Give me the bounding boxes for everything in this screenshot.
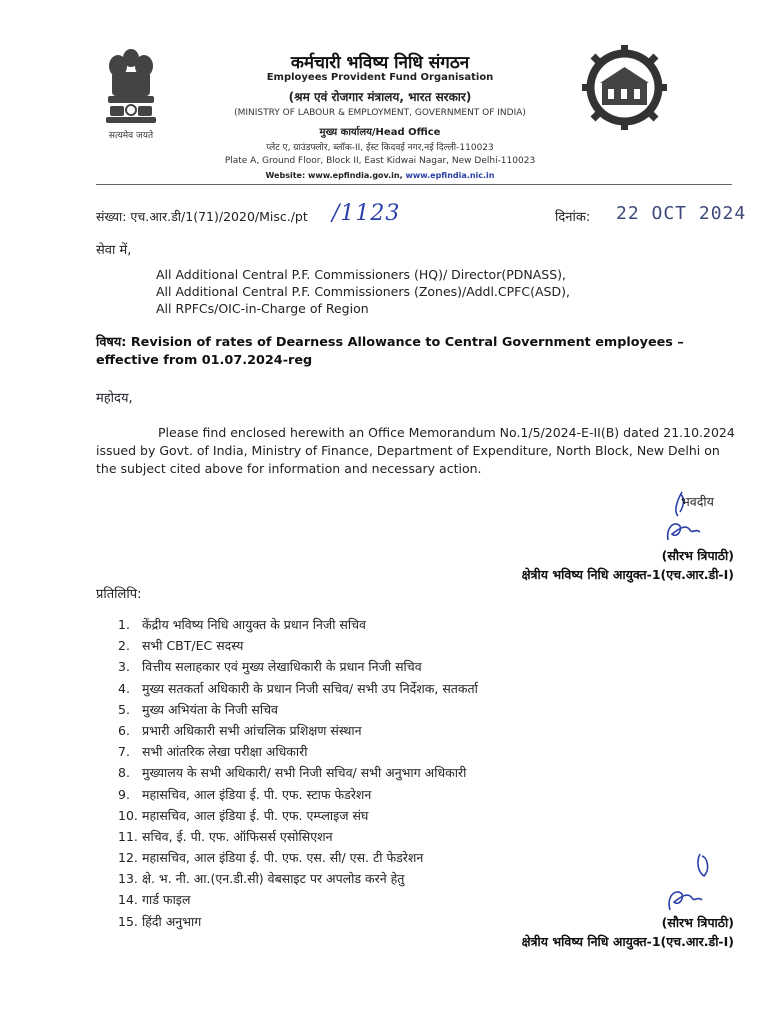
date-label: दिनांक: [555,210,591,225]
list-item: 3. वित्तीय सलाहकार एवं मुख्य लेखाधिकारी के प्रधान निजी सचिव [118,659,422,675]
head-office-label: मुख्य कार्यालय/Head Office [319,127,441,138]
address-english: Plate A, Ground Floor, Block II, East Kidwai Nagar, New Delhi-110023 [224,156,536,166]
list-item: 6. प्रभारी अधिकारी सभी आंचलिक प्रशिक्षण संस्थान [118,722,362,738]
list-item: 9. महासचिव, आल इंडिया ई. पी. एफ. स्टाफ फेडरेशन [118,786,372,802]
copy-to-label: प्रतिलिपि: [96,587,142,602]
website-alternate[interactable]: www.epfindia.nic.in [405,171,495,180]
list-item: 4. मुख्य सतकर्ता अधिकारी के प्रधान निजी सचिव/ सभी उप निर्देशक, सतकर्ता [118,680,478,696]
website-line [200,171,560,180]
date-stamp: 22 OCT 2024 [616,203,747,224]
signature-icon [630,848,740,920]
signer-designation: क्षेत्रीय भविष्य निधि आयुक्त-1(एच.आर.डी-I) [521,567,734,582]
ministry-english: (MINISTRY OF LABOUR & EMPLOYMENT, GOVERNMENT OF INDIA) [234,108,526,118]
list-item: 10. महासचिव, आल इंडिया ई. पी. एफ. एम्प्लाइज संघ [118,807,369,823]
national-emblem-icon [96,44,166,139]
list-item: 1. केंद्रीय भविष्य निधि आयुक्त के प्रधान निजी सचिव [118,617,366,632]
addressee-line: All Additional Central P.F. Commissioners (Zones)/Addl.CPFC(ASD), [156,284,570,299]
list-item: 5. मुख्य अभियंता के निजी सचिव [118,701,278,717]
list-item: 11. सचिव, ई. पी. एफ. ऑफिसर्स एसोसिएशन [118,828,333,844]
addressee-line: All RPFCs/OIC-in-Charge of Region [156,301,369,316]
list-item: 2. सभी CBT/EC सदस्य [118,638,244,654]
list-item: 14. गार्ड फाइल [118,892,191,908]
salutation: सेवा में, [96,243,132,258]
reference-number: संख्या: एच.आर.डी/1(71)/2020/Misc./pt [96,209,308,224]
signer-designation: क्षेत्रीय भविष्य निधि आयुक्त-1(एच.आर.डी-I) [521,934,734,949]
copy-to-list [118,614,478,932]
body-paragraph: Please find enclosed herewith an Office Memorandum No.1/5/2024-E-II(B) dated 21.10.2024 issued by Govt. of India, Ministry of Finance, Department of Expenditure, North Block, New Delhi on the subject cited above for information and necessary action. [96,425,735,476]
address-hindi: प्लेट ए, ग्राउंडफ्लोर, ब्लॉक-II, ईस्ट किदवई नगर,नई दिल्ली-110023 [266,143,494,153]
list-item: 12. महासचिव, आल इंडिया ई. पी. एफ. एस. सी/ एस. टी फेडरेशन [118,850,424,866]
addressee-list [156,266,570,317]
org-name-hindi: कर्मचारी भविष्य निधि संगठन [290,53,470,73]
list-item: 7. सभी आंतरिक लेखा परीक्षा अधिकारी [118,744,308,760]
epfo-logo-icon [582,45,667,130]
valediction: भवदीय [681,494,714,509]
header-divider [96,184,732,185]
list-item: 13. क्षे. भ. नी. आ.(एन.डी.सी) वेबसाइट पर अपलोड करने हेतु [118,871,405,887]
signer-name: (सौरभ त्रिपाठी) [661,548,734,563]
reference-handwritten: /1123 [332,201,401,226]
website-primary[interactable]: Website: www.epfindia.gov.in, [265,171,403,180]
greeting: महोदय, [96,391,133,406]
subject-line: विषय: Revision of rates of Dearness Allowance to Central Government employees –effective from 01.07.2024-reg [96,335,684,368]
list-item: 8. मुख्यालय के सभी अधिकारी/ सभी निजी सचिव/ सभी अनुभाग अधिकारी [118,765,467,781]
list-item: 15. हिंदी अनुभाग [118,913,202,929]
signer-name: (सौरभ त्रिपाठी) [661,915,734,930]
ministry-hindi: (श्रम एवं रोजगार मंत्रालय, भारत सरकार) [288,90,472,104]
addressee-line: All Additional Central P.F. Commissioners (HQ)/ Director(PDNASS), [156,267,567,282]
emblem-motto: सत्यमेव जयते [108,131,154,141]
org-name-english: Employees Provident Fund Organisation [266,72,494,83]
